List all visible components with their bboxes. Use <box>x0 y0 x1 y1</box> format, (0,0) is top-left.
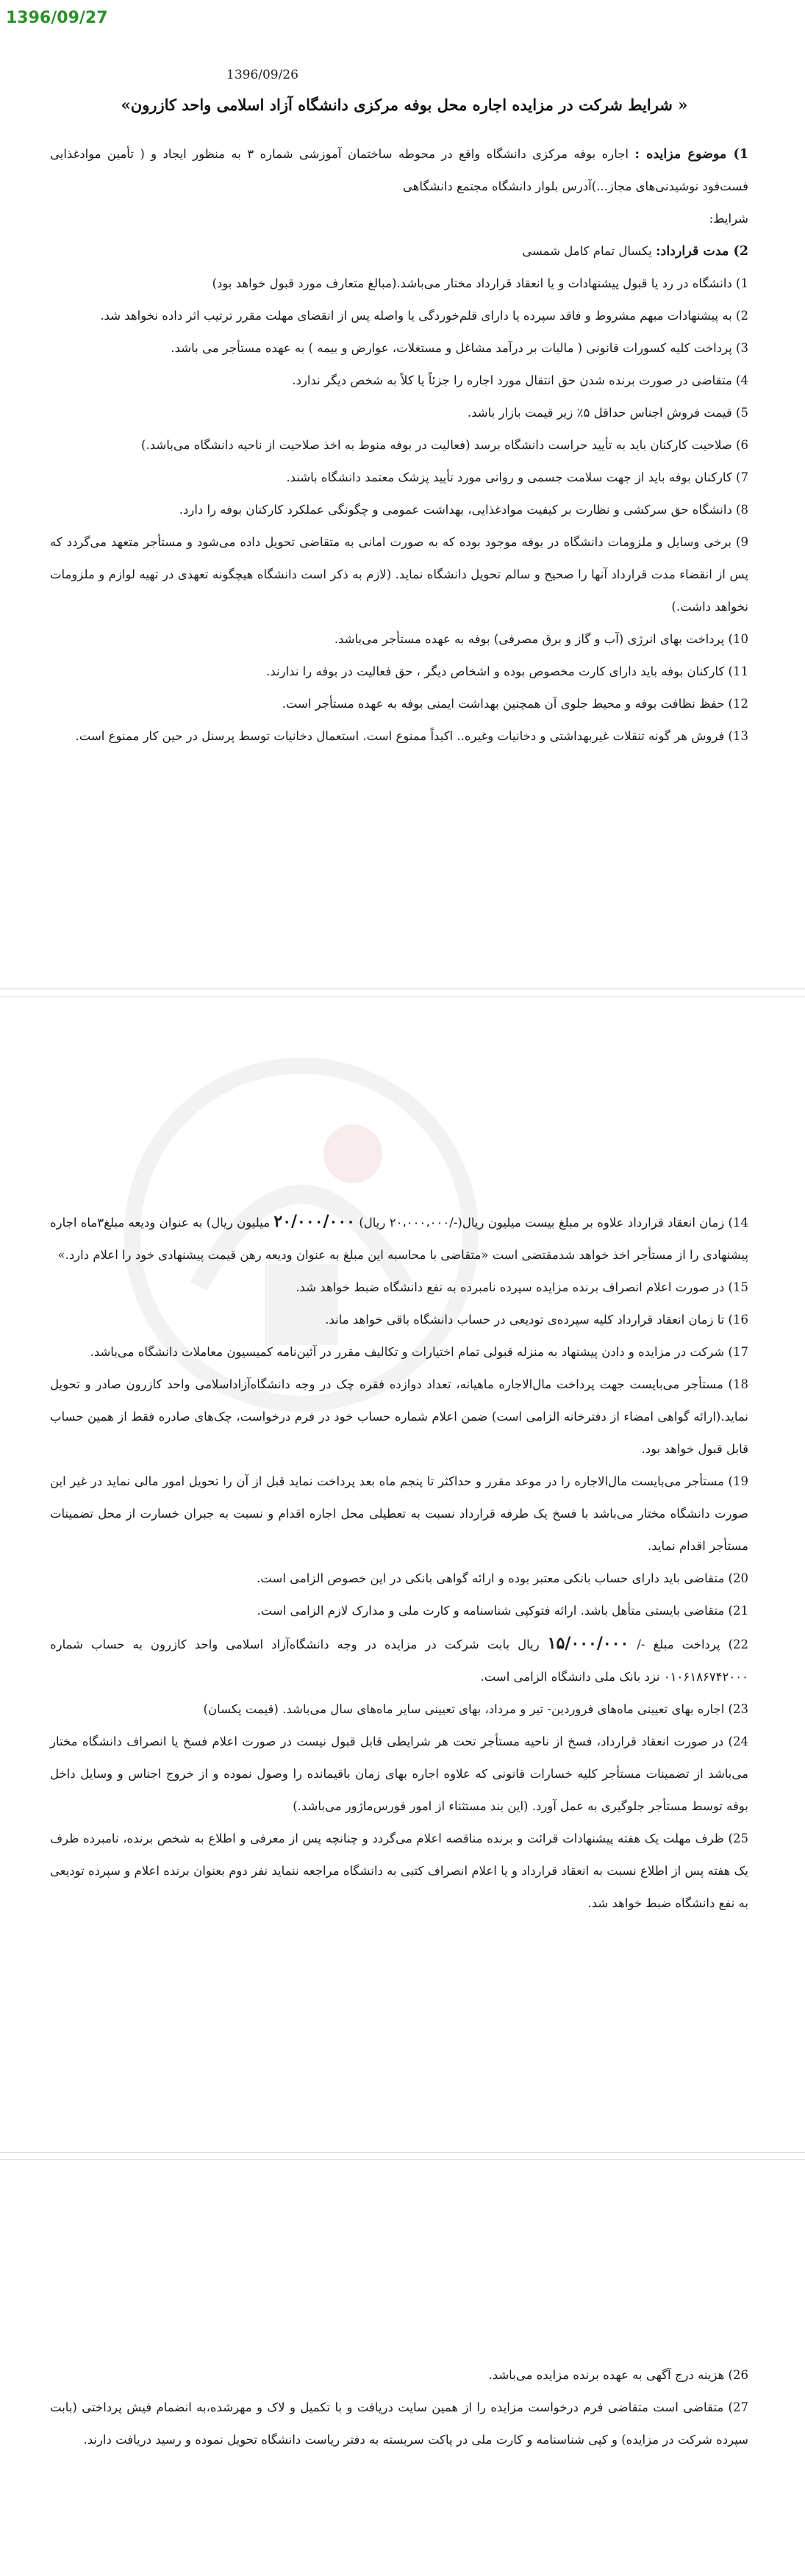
page-2-body <box>50 1205 748 1920</box>
list-item: 9) برخی وسایل و ملزومات دانشگاه در بوفه موجود بوده که به صورت امانی به متقاضی تحویل داده می‌شود و مستأجر متعهد می‌گردد که پس از انقضاء مدت قرارداد آنها را صحیح و سالم تحویل دانشگاه نماید. (لازم به ذکر است دانشگاه هیچگونه تعهدی در تهیه لوازم و ملزومات نخواهد داشت.) <box>50 535 748 614</box>
item22-amount: ۱۵/۰۰۰/۰۰۰ <box>547 1634 629 1653</box>
list-item: 1) دانشگاه در رد یا قبول پیشنهادات و یا انعقاد قرارداد مختار می‌باشد.(مبالغ متعارف مورد قبول خواهد بود) <box>212 276 748 290</box>
item22-after: ریال بابت شرکت در مزایده در وجه دانشگاه‌آزاد اسلامی واحد کازرون به حساب شماره ۰۱۰۶۱۸۶۷۴۲۰۰۰ نزد بانک ملی دانشگاه الزامی است. <box>50 1637 748 1684</box>
item22-before: 22) پرداخت مبلغ -/ <box>637 1637 749 1651</box>
duration-label: 2) مدت قرارداد: <box>656 244 748 259</box>
list-item: 3) پرداخت کلیه کسورات قانونی ( مالیات بر درآمد مشاغل و مستغلات، عوارض و بیمه ) به عهده مستأجر می باشد. <box>171 341 748 355</box>
duration-text: یکسال تمام کامل شمسی <box>522 244 652 258</box>
page-1-body <box>50 138 748 753</box>
subject-paragraph <box>50 138 748 203</box>
page-3-body <box>50 2359 748 2456</box>
subject-label: 1) موضوع مزایده : <box>634 147 748 162</box>
page-3 <box>0 2164 805 2576</box>
list-item: 18) مستأجر می‌بایست جهت پرداخت مال‌الاجاره ماهیانه، تعداد دوازده فقره چک در وجه دانشگاه‌آزاداسلامی واحد کازرون صادر و تحویل نماید.(ارائه گواهی امضاء از دفترخانه الزامی است) ضمن اعلام شماره حساب خود در فرم درخواست، چک‌های صادره فقط از همین حساب قابل قبول خواهد بود. <box>50 1377 748 1456</box>
list-item: 7) کارکنان بوفه باید از جهت سلامت جسمی و روانی مورد تأیید پزشک معتمد دانشگاه باشند. <box>286 470 748 484</box>
list-item: 15) در صورت اعلام انصراف برنده مزایده سپرده نامبرده به نفع دانشگاه ضبط خواهد شد. <box>296 1280 748 1294</box>
item14-before: 14) زمان انعقاد قرارداد علاوه بر مبلغ بیست میلیون ریال(-/۲۰،۰۰۰،۰۰۰ ریال) <box>359 1216 748 1230</box>
list-item: 11) کارکنان بوفه باید دارای کارت مخصوص بوده و اشخاص دیگر ، حق فعالیت در بوفه را ندارند. <box>266 664 748 678</box>
page-separator <box>0 2152 805 2153</box>
item14-after: میلیون ریال) به عنوان ودیعه مبلغ۳ماه اجاره پیشنهادی را از مستأجر اخذ خواهد شدمقتضی است «متقاضی با محاسبه این مبلغ به عنوان ودیعه رهن قیمت پیشنهادی خود را اعلام دارد.» <box>50 1216 748 1262</box>
header-date-stamp: 1396/09/27 <box>6 9 108 27</box>
list-item: 26) هزینه درج آگهی به عهده برنده مزایده می‌باشد. <box>488 2368 748 2382</box>
list-item-22 <box>50 1627 748 1693</box>
list-item: 21) متقاضی بایستی متأهل باشد. ارائه فتوکپی شناسنامه و کارت ملی و مدارک لازم الزامی است. <box>257 1604 748 1618</box>
list-item: 16) تا زمان انعقاد قرارداد کلیه سپرده‌ی تودیعی در حساب دانشگاه باقی خواهد ماند. <box>325 1313 748 1327</box>
list-item: 8) دانشگاه حق سرکشی و نظارت بر کیفیت موادغذایی، بهداشت عمومی و چگونگی عملکرد کارکنان بوفه را دارد. <box>179 503 748 517</box>
list-item: 6) صلاحیت کارکنان باید به تأیید حراست دانشگاه برسد (فعالیت در بوفه منوط به اخذ صلاحیت از ناحیه دانشگاه می‌باشد.) <box>141 438 748 452</box>
list-item: 13) فروش هر گونه تنقلات غیربهداشتی و دخانیات وغیره.. اکیداً ممنوع است. استعمال دخانیات توسط پرسنل در حین کار ممنوع است. <box>75 729 748 743</box>
subject-text: اجاره بوفه مرکزی دانشگاه واقع در محوطه ساختمان آموزشی شماره ۳ به منظور ایجاد و ( تأمین موادغذایی فست‌فود نوشیدنی‌های مجاز...)آدرس بلوار دانشگاه مجتمع دانشگاهی <box>50 147 748 193</box>
list-item: 4) متقاضی در صورت برنده شدن حق انتقال مورد اجاره را جزئاً یا کلاً به شخص دیگر ندارد. <box>292 373 748 387</box>
list-item: 17) شرکت در مزایده و دادن پیشنهاد به منزله قبولی تمام اختیارات و تکالیف مقرر در آئین‌نامه کمیسیون معاملات دانشگاه می‌باشد. <box>90 1345 748 1359</box>
conditions-label: شرایط: <box>709 212 748 226</box>
list-item: 27) متقاضی است متقاضی فرم درخواست مزایده را از همین سایت دریافت و با تکمیل و لاک و مهرشده،به انضمام فیش پرداختی (بابت سپرده شرکت در مزایده) و کپی شناسنامه و کارت ملی در پاکت سربسته به دفتر ریاست دانشگاه تحویل نموده و رسید دریافت دارند. <box>50 2400 748 2447</box>
list-item-14 <box>50 1205 748 1271</box>
document-date: 1396/09/26 <box>226 68 298 82</box>
list-item: 24) در صورت انعقاد قرارداد، فسخ از ناحیه مستأجر تحت هر شرایطی قابل قبول نیست در صورت اعلام فسخ یا انصراف دانشگاه مختار می‌باشد از تضمینات مستأجر کلیه خسارات قانونی که علاوه اجاره بهای زمان باقیمانده را وصول نموده و از خروج اجناس و وسایل داخل بوفه توسط مستأجر جلوگیری به عمل آورد. (این بند مستثناء از امور فورس‌ماژور می‌باشد.) <box>50 1734 748 1813</box>
list-item: 2) به پیشنهادات مبهم مشروط و فاقد سپرده یا دارای قلم‌خوردگی یا واصله پس از انقضای مهلت مقرر ترتیب اثر داده نخواهد شد. <box>100 309 748 323</box>
item14-amount: ۲۰/۰۰۰/۰۰۰ <box>273 1212 355 1231</box>
list-item: 12) حفظ نظافت بوفه و محیط جلوی آن همچنین بهداشت ایمنی بوفه به عهده مستأجر است. <box>282 697 748 711</box>
list-item: 20) متقاضی باید دارای حساب بانکی معتبر بوده و ارائه گواهی بانکی در این خصوص الزامی است. <box>257 1571 748 1585</box>
page-separator <box>0 996 805 997</box>
list-item: 5) قیمت فروش اجناس حداقل ۵٪ زیر قیمت بازار باشد. <box>467 406 748 420</box>
page-1 <box>0 0 805 985</box>
document-title: « شرایط شرکت در مزایده اجاره محل بوفه مرکزی دانشگاه آزاد اسلامی واحد کازرون» <box>121 96 688 114</box>
duration-paragraph <box>50 235 748 268</box>
list-item: 10) پرداخت بهای انرژی (آب و گاز و برق مصرفی) بوفه به عهده مستأجر می‌باشد. <box>334 632 748 646</box>
list-item: 23) اجاره بهای تعیینی ماه‌های فروردین- تیر و مرداد، بهای تعیینی سایر ماه‌های سال می‌باشد. (قیمت یکسان) <box>203 1702 748 1716</box>
list-item: 19) مستأجر می‌بایست مال‌الاجاره را در موعد مقرر و حداکثر تا پنجم ماه بعد پرداخت نماید قبل از آن را تحویل امور مالی نماید در غیر این صورت دانشگاه مختار می‌باشد با فسخ یک طرفه قرارداد نسبت به تعطیلی محل اجاره اقدام و نسبت به جبران خسارت از محل تضمینات مستأجر اقدام نماید. <box>50 1474 748 1553</box>
list-item: 25) ظرف مهلت یک هفته پیشنهادات قرائت و برنده مناقصه اعلام می‌گردد و چنانچه پس از معرفی و اطلاع به شخص برنده، نامبرده ظرف یک هفته پس از اطلاع نسبت به انعقاد قرارداد و یا اعلام انصراف کتبی به دانشگاه مراجعه ننماید نفر دوم بعنوان برنده اعلام و سپرده تودیعی به نفع دانشگاه ضبط خواهد شد. <box>50 1831 748 1910</box>
page-2 <box>0 1000 805 2146</box>
page-separator <box>0 2159 805 2160</box>
